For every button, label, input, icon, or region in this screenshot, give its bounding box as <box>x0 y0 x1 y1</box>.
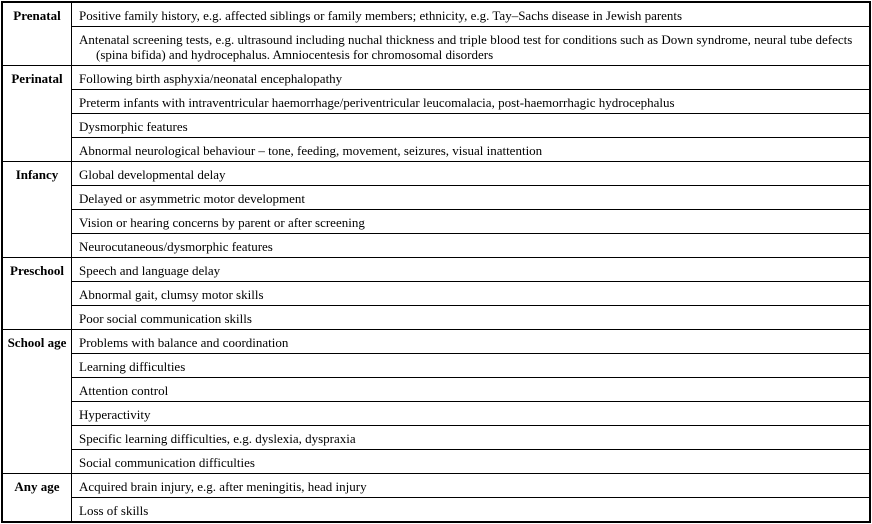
feature-cell: Preterm infants with intraventricular haemorrhage/periventricular leucomalacia, post-haemorrhagic hydrocephalus <box>72 90 871 114</box>
table-row <box>2 114 870 138</box>
table-row <box>2 306 870 330</box>
table-row <box>2 426 870 450</box>
feature-cell: Dysmorphic features <box>72 114 871 138</box>
table-row <box>2 210 870 234</box>
table-row <box>2 402 870 426</box>
feature-cell: Positive family history, e.g. affected siblings or family members; ethnicity, e.g. Tay–Sachs disease in Jewish parents <box>72 2 871 27</box>
table-row <box>2 90 870 114</box>
feature-cell: Abnormal neurological behaviour – tone, feeding, movement, seizures, visual inattention <box>72 138 871 162</box>
stage-cell-school-age: School age <box>2 330 72 474</box>
table-row <box>2 450 870 474</box>
feature-cell: Learning difficulties <box>72 354 871 378</box>
feature-cell: Problems with balance and coordination <box>72 330 871 354</box>
feature-cell: Neurocutaneous/dysmorphic features <box>72 234 871 258</box>
feature-cell: Hyperactivity <box>72 402 871 426</box>
table-row <box>2 2 870 27</box>
feature-cell: Global developmental delay <box>72 162 871 186</box>
feature-cell: Speech and language delay <box>72 258 871 282</box>
feature-cell: Antenatal screening tests, e.g. ultrasound including nuchal thickness and triple blood test for conditions such as Down syndrome, neural tube defects (spina bifida) and hydrocephalus. Amniocentesis for chromosomal disorders <box>72 27 871 66</box>
stage-cell-perinatal: Perinatal <box>2 66 72 162</box>
table-row <box>2 330 870 354</box>
table-row <box>2 378 870 402</box>
stage-cell-prenatal: Prenatal <box>2 2 72 66</box>
table-row <box>2 27 870 66</box>
table-row <box>2 474 870 498</box>
table-row <box>2 498 870 523</box>
table-row <box>2 186 870 210</box>
table-row <box>2 354 870 378</box>
table-body <box>2 2 870 522</box>
feature-cell: Following birth asphyxia/neonatal encephalopathy <box>72 66 871 90</box>
feature-cell: Poor social communication skills <box>72 306 871 330</box>
table-row <box>2 138 870 162</box>
feature-cell: Abnormal gait, clumsy motor skills <box>72 282 871 306</box>
age-stage-table <box>1 1 871 523</box>
stage-cell-infancy: Infancy <box>2 162 72 258</box>
feature-cell: Attention control <box>72 378 871 402</box>
table-row <box>2 66 870 90</box>
table-row <box>2 234 870 258</box>
feature-cell: Social communication difficulties <box>72 450 871 474</box>
feature-cell: Acquired brain injury, e.g. after meningitis, head injury <box>72 474 871 498</box>
stage-cell-preschool: Preschool <box>2 258 72 330</box>
feature-cell: Vision or hearing concerns by parent or after screening <box>72 210 871 234</box>
feature-cell: Specific learning difficulties, e.g. dyslexia, dyspraxia <box>72 426 871 450</box>
table-row <box>2 258 870 282</box>
table-row <box>2 282 870 306</box>
feature-cell: Loss of skills <box>72 498 871 523</box>
table-row <box>2 162 870 186</box>
feature-cell: Delayed or asymmetric motor development <box>72 186 871 210</box>
stage-cell-any-age: Any age <box>2 474 72 523</box>
